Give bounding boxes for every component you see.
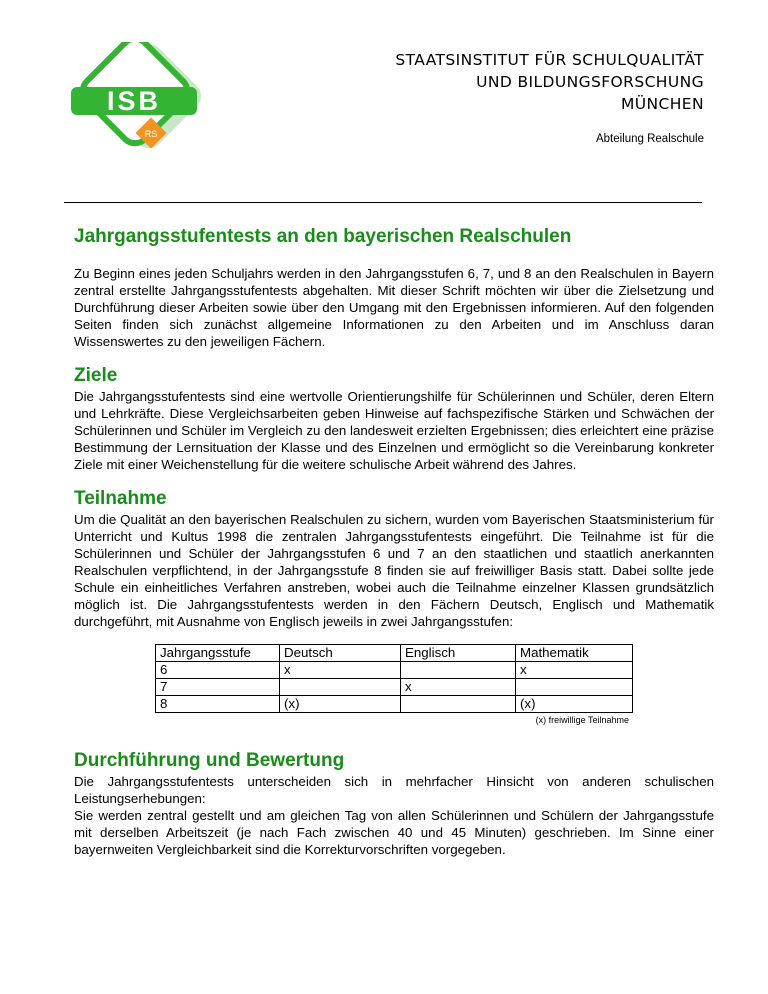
intro-paragraph: Zu Beginn eines jeden Schuljahrs werden in den Jahrgangsstufen 6, 7, und 8 an den Realschulen in Bayern zentral erstellte Jahrgangsstufentests abgehalten. Mit dieser Schrift möchten wir über die Zielsetzung und Durchführung dieser Arbeiten sowie über den Umgang mit den Ergebnissen informieren. Auf den folgenden Seiten finden sich zunächst allgemeine Informationen zu den Arbeiten und im Anschluss daran Wissenswertes zu den jeweiligen Fächern. xyxy=(74,266,714,349)
logo-text: ISB xyxy=(106,86,162,116)
durchfuehrung-paragraph-1: Die Jahrgangsstufentests unterscheiden sich in mehrfacher Hinsicht von anderen schulischen Leistungserhebungen: xyxy=(74,774,714,806)
table-cell: (x) xyxy=(516,696,633,713)
table-cell xyxy=(280,679,401,696)
table-header-cell: Jahrgangsstufe xyxy=(156,645,280,662)
table-header-cell: Deutsch xyxy=(280,645,401,662)
table-row xyxy=(156,679,633,696)
institute-name xyxy=(395,49,704,115)
table-header-cell: Englisch xyxy=(401,645,516,662)
institute-line-3: MÜNCHEN xyxy=(621,95,704,113)
durchfuehrung-paragraph-2: Sie werden zentral gestellt und am gleichen Tag von allen Schülerinnen und Schülern der Jahrgangsstufe mit derselben Arbeitszeit (je nach Fach zwischen 40 und 45 Minuten) geschrieben. Im Sinne einer bayernweiten Vergleichbarkeit sind die Korrekturvorschriften vorgegeben. xyxy=(74,808,714,857)
page-title: Jahrgangsstufentests an den bayerischen Realschulen xyxy=(74,226,572,247)
participation-table xyxy=(155,644,633,713)
table-cell: x xyxy=(401,679,516,696)
department-label: Abteilung Realschule xyxy=(595,133,704,145)
table-row xyxy=(156,662,633,679)
table-cell xyxy=(401,696,516,713)
section-heading-teilnahme: Teilnahme xyxy=(74,488,167,509)
table-row xyxy=(156,696,633,713)
table-footnote: (x) freiwillige Teilnahme xyxy=(535,715,629,725)
isb-logo xyxy=(66,42,206,174)
institute-line-2: UND BILDUNGSFORSCHUNG xyxy=(476,73,704,91)
table-cell: 6 xyxy=(156,662,280,679)
table-cell xyxy=(516,679,633,696)
table-cell: x xyxy=(280,662,401,679)
institute-line-1: STAATSINSTITUT FÜR SCHULQUALITÄT xyxy=(395,51,704,69)
table-header-cell: Mathematik xyxy=(516,645,633,662)
table-header-row xyxy=(156,645,633,662)
ziele-paragraph: Die Jahrgangsstufentests sind eine wertvolle Orientierungshilfe für Schülerinnen und Schüler, deren Eltern und Lehrkräfte. Diese Vergleichsarbeiten geben Hinweise auf fachspezifische Stärken und Schwächen der Schülerinnen und Schüler im Vergleich zu den landesweit erzielten Ergebnissen; dies erleichtert eine präzise Bestimmung der Lernsituation der Klasse und des Einzelnen und ermöglicht so die Vereinbarung konkreter Ziele mit einer Weichenstellung für die weitere schulische Arbeit während des Jahres. xyxy=(74,389,714,472)
table-cell: x xyxy=(516,662,633,679)
section-heading-durchfuehrung: Durchführung und Bewertung xyxy=(74,750,345,771)
document-body xyxy=(74,226,714,858)
header-divider xyxy=(64,202,702,203)
table-cell: 7 xyxy=(156,679,280,696)
logo-badge: RS xyxy=(144,129,158,139)
table-cell: (x) xyxy=(280,696,401,713)
table-cell xyxy=(401,662,516,679)
table-cell: 8 xyxy=(156,696,280,713)
section-heading-ziele: Ziele xyxy=(74,365,118,386)
teilnahme-paragraph: Um die Qualität an den bayerischen Realschulen zu sichern, wurden vom Bayerischen Staatsministerium für Unterricht und Kultus 1998 die zentralen Jahrgangsstufentests eingeführt. Die Teilnahme ist für die Schülerinnen und Schüler der Jahrgangsstufen 6 und 7 an den staatlichen und staatlich anerkannten Realschulen verpflichtend, in der Jahrgangsstufe 8 finden sie auf freiwilliger Basis statt. Dabei sollte jede Schule ein einheitliches Verfahren anstreben, wobei auch die Teilnahme einzelner Klassen grundsätzlich möglich ist. Die Jahrgangsstufentests werden in den Fächern Deutsch, Englisch und Mathematik durchgeführt, mit Ausnahme von Englisch jeweils in zwei Jahrgangsstufen: xyxy=(74,512,714,629)
